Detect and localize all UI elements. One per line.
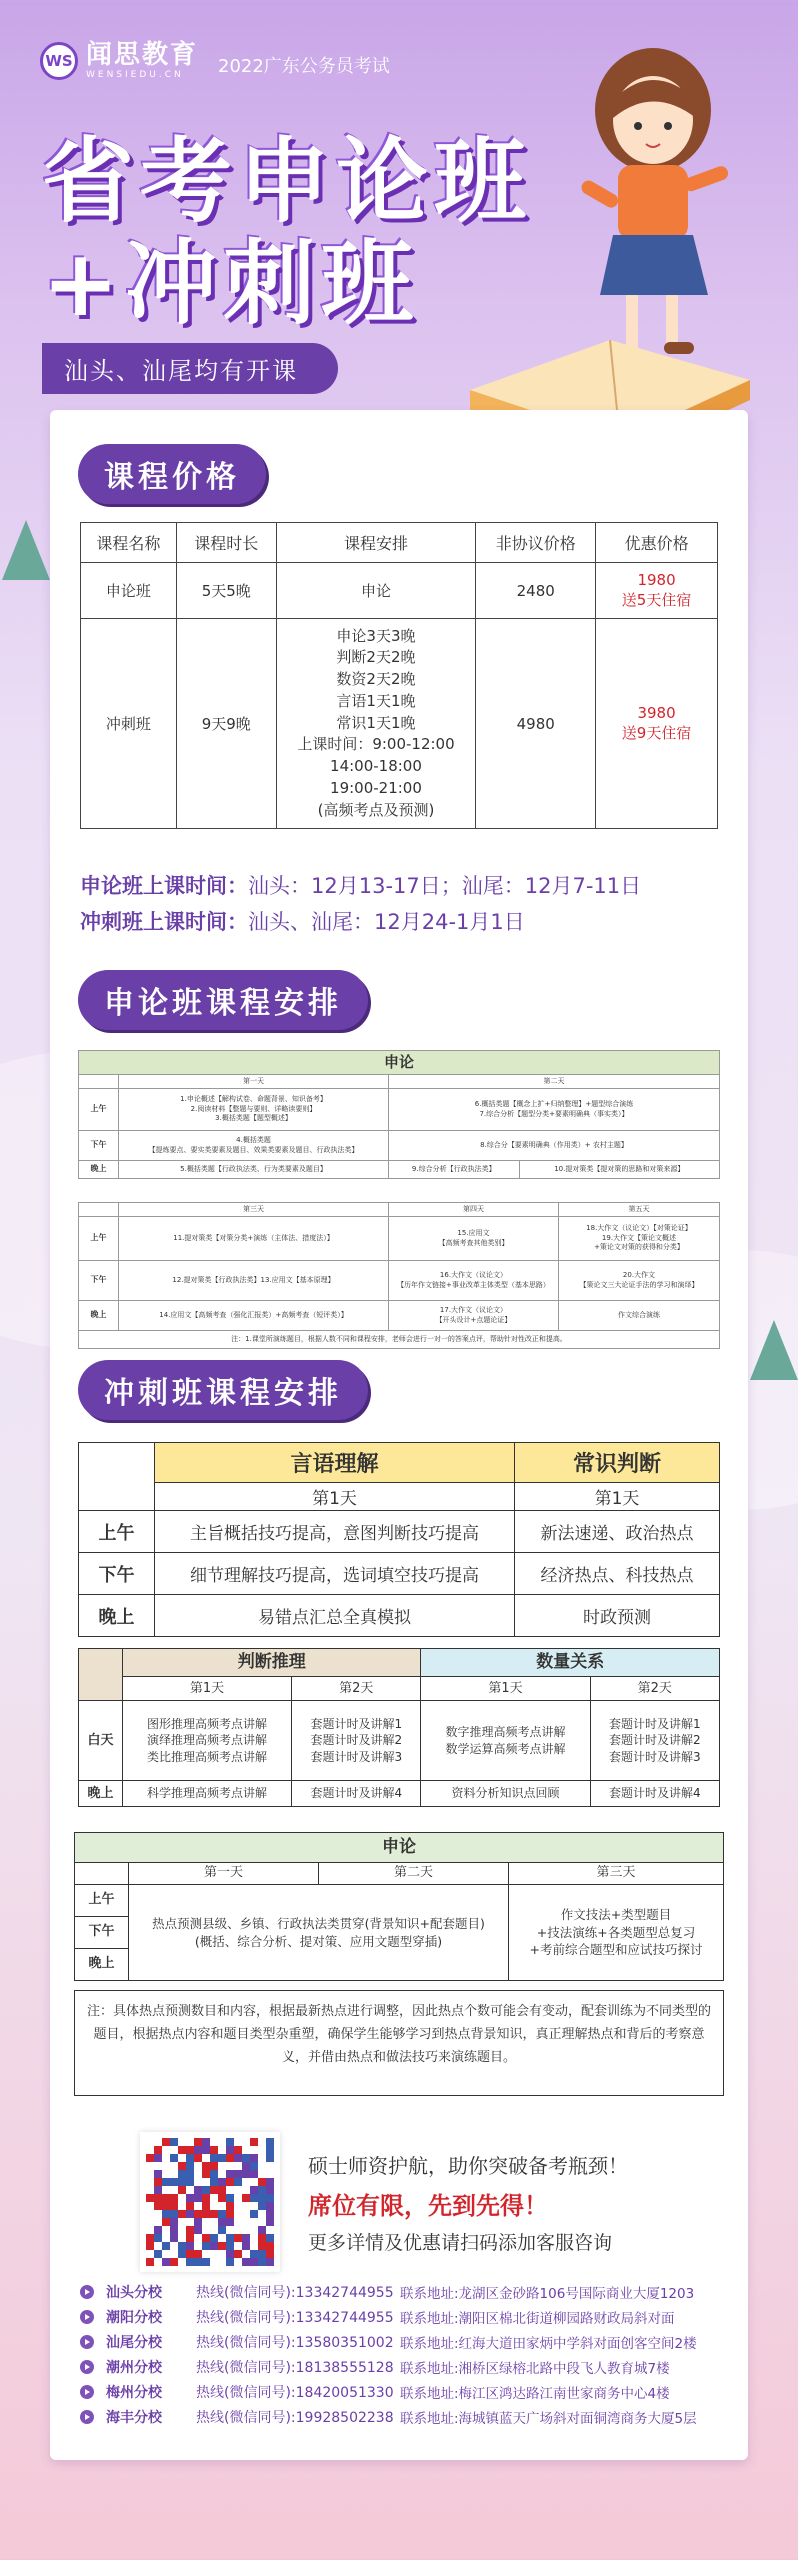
day-header: 第三天 xyxy=(119,1203,389,1217)
plan-line: 言语1天1晚 xyxy=(336,691,416,710)
schedule-cell: 12.提对策类【行政执法类】13.应用文【基本原理】 xyxy=(119,1261,389,1301)
course-price: 2480 xyxy=(476,563,596,619)
branch-phone: 热线(微信同号):13342744955 xyxy=(196,2310,394,2326)
price-table xyxy=(80,522,718,829)
day-header: 第一天 xyxy=(129,1863,319,1885)
group-header: 申论 xyxy=(75,1833,724,1863)
day-header: 第1天 xyxy=(123,1677,292,1701)
content-card xyxy=(50,410,748,2460)
course-name: 申论班 xyxy=(81,563,177,619)
plan-line: 判断2天2晚 xyxy=(336,648,416,667)
branch-phone: 热线(微信同号):18420051330 xyxy=(196,2385,394,2401)
schedule-cell: 10.提对策类【提对策的思路和对策来源】 xyxy=(519,1161,719,1179)
sprint-class-time xyxy=(80,906,525,936)
subject-header: 常识判断 xyxy=(515,1443,720,1483)
sprint-logic-math-table xyxy=(78,1648,720,1807)
plan-line: 14:00-18:00 xyxy=(330,757,422,776)
play-icon xyxy=(80,2410,94,2424)
qr-code[interactable] xyxy=(140,2132,280,2272)
schedule-cell: 8.综合分【要素明确典（作用类）+ 农村主题】 xyxy=(389,1131,720,1161)
schedule-cell: 套题计时及讲解4 xyxy=(292,1781,421,1807)
logo-text: 闻思教育 xyxy=(86,40,199,70)
row-label: 晚上 xyxy=(75,1949,129,1981)
time-value: 汕头：12月13-17日；汕尾：12月7-11日 xyxy=(248,874,642,898)
play-icon xyxy=(80,2285,94,2299)
course-discount xyxy=(596,619,718,829)
schedule-cell: 科学推理高频考点讲解 xyxy=(123,1781,292,1807)
branch-name: 潮州分校 xyxy=(106,2360,162,2376)
discount-gift: 送5天住宿 xyxy=(621,591,692,609)
schedule-cell: 套题计时及讲解1 套题计时及讲解2 套题计时及讲解3 xyxy=(292,1701,421,1781)
schedule-cell: 作文综合演练 xyxy=(559,1301,720,1331)
row-label: 下午 xyxy=(79,1553,155,1595)
schedule-cell: 主旨概括技巧提高，意图判断技巧提高 xyxy=(155,1511,515,1553)
day-header: 第2天 xyxy=(292,1677,421,1701)
row-label: 下午 xyxy=(75,1917,129,1949)
schedule-cell: 11.提对策类【对策分类+演练（主体法、措度法）】 xyxy=(119,1217,389,1261)
course-discount xyxy=(596,563,718,619)
row-label: 下午 xyxy=(79,1131,119,1161)
discount-gift: 送9天住宿 xyxy=(621,724,692,742)
course-price: 4980 xyxy=(476,619,596,829)
schedule-note: 注：1.课堂所演练题目，根据人数不同和课程安排，老师会进行一对一的答案点评，帮助针对性改正和提高。 xyxy=(79,1331,720,1349)
row-label: 上午 xyxy=(79,1217,119,1261)
plan-line: 19:00-21:00 xyxy=(330,778,422,797)
day-header: 第五天 xyxy=(559,1203,720,1217)
table-header: 优惠价格 xyxy=(596,523,718,563)
sprint-verbal-general-table xyxy=(78,1442,720,1637)
course-duration: 9天9晚 xyxy=(176,619,276,829)
table-header: 非协议价格 xyxy=(476,523,596,563)
sprint-shenlun-table xyxy=(74,1832,724,1981)
branch-name: 梅州分校 xyxy=(106,2385,162,2401)
branch-phone: 热线(微信同号):13342744955 xyxy=(196,2285,394,2301)
row-label: 上午 xyxy=(79,1089,119,1131)
row-label: 上午 xyxy=(75,1885,129,1917)
row-label: 晚上 xyxy=(79,1595,155,1637)
branch-address: 联系地址:湘桥区绿榕北路中段飞人教育城7楼 xyxy=(400,2361,670,2377)
branch-address: 联系地址:龙湖区金砂路106号国际商业大厦1203 xyxy=(400,2286,695,2302)
table-header: 课程名称 xyxy=(81,523,177,563)
discount-price: 3980 xyxy=(637,704,676,722)
branch-name: 汕头分校 xyxy=(106,2285,162,2301)
play-icon xyxy=(80,2385,94,2399)
plan-line: 数资2天2晚 xyxy=(336,670,416,689)
day-header: 第1天 xyxy=(155,1483,515,1511)
day-header: 第四天 xyxy=(389,1203,559,1217)
promo-line: 更多详情及优惠请扫码添加客服咨询 xyxy=(308,2232,613,2254)
schedule-cell: 新法速递、政治热点 xyxy=(515,1511,720,1553)
schedule-cell: 套题计时及讲解1 套题计时及讲解2 套题计时及讲解3 xyxy=(590,1701,719,1781)
play-icon xyxy=(80,2310,94,2324)
branch-phone: 热线(微信同号):18138555128 xyxy=(196,2360,394,2376)
day-header: 第二天 xyxy=(389,1075,720,1089)
row-label: 上午 xyxy=(79,1511,155,1553)
schedule-cell: 17.大作文（议论文） 【开头设计+点题论证】 xyxy=(389,1301,559,1331)
tree-decoration xyxy=(750,1320,798,1380)
table-row xyxy=(81,619,718,829)
section-title-shenlun: 申论班课程安排 xyxy=(78,970,368,1030)
schedule-cell: 经济热点、科技热点 xyxy=(515,1553,720,1595)
subject-header: 言语理解 xyxy=(155,1443,515,1483)
brand-logo xyxy=(40,42,198,80)
row-label: 晚上 xyxy=(79,1781,123,1807)
course-duration: 5天5晚 xyxy=(176,563,276,619)
shenlun-schedule-table-2 xyxy=(78,1202,720,1349)
subject-header: 判断推理 xyxy=(123,1649,421,1677)
branch-name: 汕尾分校 xyxy=(106,2335,162,2351)
schedule-cell: 9.综合分析【行政执法类】 xyxy=(389,1161,520,1179)
course-plan: 申论 xyxy=(276,563,476,619)
row-label: 晚上 xyxy=(79,1161,119,1179)
plan-line: (高频考点及预测) xyxy=(317,800,435,819)
schedule-cell: 作文技法+类型题目 +技法演练+各类题型总复习 +考前综合题型和应试技巧探讨 xyxy=(509,1885,724,1981)
course-name: 冲刺班 xyxy=(81,619,177,829)
table-header: 课程安排 xyxy=(276,523,476,563)
table-header: 课程时长 xyxy=(176,523,276,563)
schedule-cell: 热点预测县级、乡镇、行政执法类贯穿(背景知识+配套题目) (概括、综合分析、提对策、应用文题型穿插) xyxy=(129,1885,509,1981)
table-row xyxy=(81,563,718,619)
branch-address: 联系地址:红海大道田家炳中学斜对面创客空间2楼 xyxy=(400,2336,697,2352)
main-title-line2: +冲刺班 xyxy=(42,230,420,337)
course-plan xyxy=(276,619,476,829)
plan-line: 常识1天1晚 xyxy=(336,713,416,732)
day-header: 第1天 xyxy=(421,1677,590,1701)
shenlun-schedule-table xyxy=(78,1050,720,1179)
time-value: 汕头、汕尾：12月24-1月1日 xyxy=(248,910,525,934)
schedule-cell: 1.申论概述【解构试卷、命题背景、知识备考】 2.阅读材料【整题与要则、详略读要则】 3.概括类题【题型概述】 xyxy=(119,1089,389,1131)
schedule-cell: 细节理解技巧提高，选词填空技巧提高 xyxy=(155,1553,515,1595)
schedule-cell: 图形推理高频考点讲解 演绎推理高频考点讲解 类比推理高频考点讲解 xyxy=(123,1701,292,1781)
time-label: 申论班上课时间： xyxy=(80,874,248,898)
schedule-cell: 时政预测 xyxy=(515,1595,720,1637)
schedule-cell: 18.大作文（议论文）【对策论证】 19.大作文【策论文概述 +策论文对策的获得和分类】 xyxy=(559,1217,720,1261)
play-icon xyxy=(80,2335,94,2349)
branch-phone: 热线(微信同号):19928502238 xyxy=(196,2410,394,2426)
branch-phone: 热线(微信同号):13580351002 xyxy=(196,2335,394,2351)
plan-line: 申论3天3晚 xyxy=(336,626,416,645)
schedule-cell: 5.概括类题【行政执法类、行为类要素及题目】 xyxy=(119,1161,389,1179)
exam-name: 2022广东公务员考试 xyxy=(218,56,390,77)
table-row xyxy=(79,1781,720,1807)
day-header: 第一天 xyxy=(119,1075,389,1089)
section-title-sprint: 冲刺班课程安排 xyxy=(78,1360,368,1420)
location-tagline: 汕头、汕尾均有开课 xyxy=(42,343,338,394)
branch-address: 联系地址:梅江区鸿达路江南世家商务中心4楼 xyxy=(400,2386,670,2402)
row-label: 白天 xyxy=(79,1701,123,1781)
schedule-cell: 4.概括类题 【提炼要点、要实类要素及题目、效果类要素及题目、行政执法类】 xyxy=(119,1131,389,1161)
day-header: 第2天 xyxy=(590,1677,719,1701)
qr-code-pattern xyxy=(146,2138,274,2266)
sprint-note: 注：具体热点预测数目和内容，根据最新热点进行调整，因此热点个数可能会有变动，配套训练为不同类型的题目，根据热点内容和题目类型杂重塑，确保学生能够学习到热点背景知识，真正理解热点和背后的考察意义，并借由热点和做法技巧来演练题目。 xyxy=(74,1990,724,2096)
discount-price: 1980 xyxy=(637,571,676,589)
promo-highlight: 席位有限，先到先得！ xyxy=(308,2192,548,2220)
plan-line: 上课时间：9:00-12:00 xyxy=(297,735,455,754)
table-row xyxy=(79,1701,720,1781)
schedule-cell: 14.应用文【高频考查（强化汇报类）+高频考查（短评类）】 xyxy=(119,1301,389,1331)
main-title-line1: 省考申论班 xyxy=(42,128,533,235)
schedule-cell: 资料分析知识点回顾 xyxy=(421,1781,590,1807)
section-title-price: 课程价格 xyxy=(78,444,266,504)
day-header: 第三天 xyxy=(509,1863,724,1885)
subject-header: 数量关系 xyxy=(421,1649,720,1677)
day-header: 第二天 xyxy=(318,1863,508,1885)
table-row xyxy=(79,1595,720,1637)
table-row xyxy=(79,1553,720,1595)
schedule-cell: 数字推理高频考点讲解 数学运算高频考点讲解 xyxy=(421,1701,590,1781)
play-icon xyxy=(80,2360,94,2374)
schedule-cell: 16.大作文（议论文） 【历年作文链接+事业改革主体类型（基本思路） xyxy=(389,1261,559,1301)
day-header: 第1天 xyxy=(515,1483,720,1511)
group-header: 申论 xyxy=(79,1051,720,1075)
branch-name: 潮阳分校 xyxy=(106,2310,162,2326)
branch-address: 联系地址:海城镇蓝天广场斜对面铜湾商务大厦5层 xyxy=(400,2411,697,2427)
row-label: 晚上 xyxy=(79,1301,119,1331)
branch-address: 联系地址:潮阳区棉北街道柳园路财政局斜对面 xyxy=(400,2311,675,2327)
row-label: 下午 xyxy=(79,1261,119,1301)
schedule-cell: 套题计时及讲解4 xyxy=(590,1781,719,1807)
schedule-cell: 6.概括类题【概念上扩+归纳整理】+题型综合演练 7.综合分析【题型分类+要素明确典（事实类）】 xyxy=(389,1089,720,1131)
logo-subtext: WENSIEDU.CN xyxy=(86,70,184,80)
schedule-cell: 20.大作文 【策论文三大论证手法的学习和演绎】 xyxy=(559,1261,720,1301)
time-label: 冲刺班上课时间： xyxy=(80,910,248,934)
logo-icon: WS xyxy=(40,42,78,80)
schedule-cell: 易错点汇总全真模拟 xyxy=(155,1595,515,1637)
shenlun-class-time xyxy=(80,870,641,900)
promo-line: 硕士师资护航，助你突破备考瓶颈！ xyxy=(308,2154,628,2178)
tree-decoration xyxy=(2,520,50,580)
branch-name: 海丰分校 xyxy=(106,2410,162,2426)
schedule-cell: 15.应用文 【高频考查其他类别】 xyxy=(389,1217,559,1261)
table-row xyxy=(79,1511,720,1553)
